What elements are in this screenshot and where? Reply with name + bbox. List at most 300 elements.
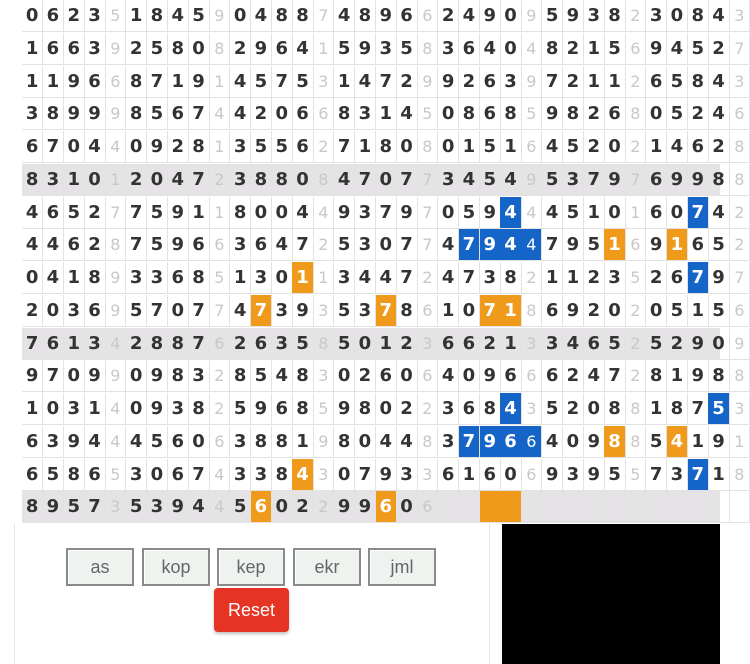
grid-cell[interactable]: 7	[188, 459, 209, 491]
grid-cell[interactable]: 2	[64, 0, 85, 32]
grid-cell[interactable]: 7	[584, 164, 605, 196]
grid-cell[interactable]: 2	[396, 328, 417, 360]
grid-cell[interactable]: 1	[188, 197, 209, 229]
grid-cell[interactable]: 0	[563, 426, 584, 458]
grid-cell[interactable]: 4	[438, 229, 459, 261]
grid-cell[interactable]: 0	[334, 459, 355, 491]
grid-cell[interactable]: 4	[542, 197, 563, 229]
grid-cell[interactable]: 4	[667, 131, 688, 163]
grid-cell[interactable]: 4	[667, 33, 688, 65]
grid-cell[interactable]: 8	[272, 164, 293, 196]
grid-separator-digit[interactable]: 7	[417, 197, 438, 229]
grid-cell[interactable]: 6	[272, 33, 293, 65]
grid-cell[interactable]: 0	[126, 360, 147, 392]
grid-cell[interactable]	[542, 491, 563, 523]
grid-separator-digit[interactable]: 8	[729, 360, 750, 392]
grid-cell[interactable]: 5	[292, 66, 313, 98]
grid-cell[interactable]: 4	[708, 197, 729, 229]
grid-cell[interactable]: 5	[126, 295, 147, 327]
grid-separator-digit[interactable]: 2	[625, 360, 646, 392]
grid-cell[interactable]: 7	[542, 229, 563, 261]
grid-separator-digit[interactable]: 2	[729, 197, 750, 229]
grid-cell[interactable]: 6	[500, 360, 521, 392]
grid-cell[interactable]: 6	[480, 459, 501, 491]
grid-cell[interactable]: 0	[438, 98, 459, 130]
grid-cell[interactable]: 3	[84, 33, 105, 65]
grid-cell[interactable]: 4	[376, 426, 397, 458]
grid-separator-digit[interactable]: 8	[625, 98, 646, 130]
grid-cell[interactable]: 2	[355, 360, 376, 392]
grid-cell[interactable]: 0	[438, 131, 459, 163]
kop-button[interactable]: kop	[142, 548, 210, 586]
grid-cell[interactable]: 2	[667, 328, 688, 360]
grid-cell[interactable]: 1	[43, 66, 64, 98]
grid-cell[interactable]: 5	[688, 33, 709, 65]
grid-cell[interactable]: 0	[500, 459, 521, 491]
grid-cell[interactable]: 8	[292, 393, 313, 425]
grid-cell[interactable]: 5	[251, 131, 272, 163]
grid-cell[interactable]: 9	[708, 262, 729, 294]
grid-cell[interactable]: 1	[500, 131, 521, 163]
grid-cell[interactable]: 1	[667, 360, 688, 392]
grid-cell[interactable]: 1	[584, 197, 605, 229]
grid-cell[interactable]: 8	[230, 197, 251, 229]
grid-cell[interactable]	[500, 491, 521, 523]
grid-cell[interactable]: 3	[230, 164, 251, 196]
grid-cell[interactable]: 9	[251, 393, 272, 425]
grid-cell[interactable]: 1	[334, 66, 355, 98]
grid-cell[interactable]: 8	[708, 164, 729, 196]
grid-separator-digit[interactable]: 5	[417, 98, 438, 130]
grid-separator-digit[interactable]: 8	[105, 229, 126, 261]
grid-cell[interactable]: 5	[604, 459, 625, 491]
grid-cell[interactable]: 7	[43, 131, 64, 163]
grid-cell[interactable]: 8	[272, 426, 293, 458]
grid-cell[interactable]: 8	[168, 33, 189, 65]
grid-cell[interactable]: 4	[500, 393, 521, 425]
grid-cell[interactable]: 0	[272, 98, 293, 130]
grid-separator-digit[interactable]: 2	[417, 262, 438, 294]
grid-cell[interactable]: 5	[667, 98, 688, 130]
grid-cell[interactable]: 5	[542, 0, 563, 32]
grid-cell[interactable]: 2	[563, 66, 584, 98]
reset-button[interactable]: Reset	[214, 588, 289, 632]
grid-separator-digit[interactable]: 9	[729, 328, 750, 360]
grid-separator-digit[interactable]: 8	[417, 33, 438, 65]
grid-separator-digit[interactable]: 3	[729, 66, 750, 98]
grid-cell[interactable]: 4	[272, 229, 293, 261]
grid-cell[interactable]: 6	[43, 33, 64, 65]
grid-cell[interactable]: 6	[251, 491, 272, 523]
grid-cell[interactable]: 5	[292, 328, 313, 360]
grid-separator-digit[interactable]: 9	[417, 66, 438, 98]
grid-cell[interactable]: 7	[292, 229, 313, 261]
grid-cell[interactable]	[646, 491, 667, 523]
grid-cell[interactable]: 1	[376, 328, 397, 360]
grid-cell[interactable]: 5	[334, 295, 355, 327]
grid-cell[interactable]: 9	[480, 360, 501, 392]
grid-cell[interactable]: 7	[396, 262, 417, 294]
grid-separator-digit[interactable]: 7	[313, 0, 334, 32]
grid-cell[interactable]: 9	[563, 295, 584, 327]
grid-cell[interactable]: 0	[584, 393, 605, 425]
grid-cell[interactable]: 3	[188, 360, 209, 392]
grid-cell[interactable]: 5	[708, 229, 729, 261]
grid-cell[interactable]: 9	[84, 98, 105, 130]
grid-separator-digit[interactable]: 9	[105, 360, 126, 392]
grid-cell[interactable]: 9	[604, 164, 625, 196]
grid-cell[interactable]: 8	[230, 360, 251, 392]
grid-cell[interactable]: 4	[542, 426, 563, 458]
grid-cell[interactable]: 0	[376, 164, 397, 196]
grid-cell[interactable]: 7	[43, 360, 64, 392]
grid-separator-digit[interactable]: 6	[625, 33, 646, 65]
grid-cell[interactable]: 9	[688, 328, 709, 360]
grid-cell[interactable]: 7	[459, 229, 480, 261]
grid-separator-digit[interactable]: 8	[313, 328, 334, 360]
grid-cell[interactable]: 6	[188, 229, 209, 261]
grid-cell[interactable]: 3	[438, 33, 459, 65]
grid-cell[interactable]: 0	[376, 229, 397, 261]
grid-cell[interactable]: 3	[563, 459, 584, 491]
grid-cell[interactable]: 9	[168, 491, 189, 523]
grid-cell[interactable]: 8	[480, 393, 501, 425]
grid-cell[interactable]: 8	[126, 98, 147, 130]
grid-separator-digit[interactable]: 4	[521, 33, 542, 65]
grid-cell[interactable]: 8	[84, 262, 105, 294]
grid-separator-digit[interactable]: 8	[625, 393, 646, 425]
grid-cell[interactable]: 8	[22, 164, 43, 196]
grid-cell[interactable]: 0	[604, 131, 625, 163]
grid-cell[interactable]: 5	[563, 131, 584, 163]
grid-cell[interactable]	[584, 491, 605, 523]
grid-cell[interactable]: 9	[376, 0, 397, 32]
grid-cell[interactable]: 5	[334, 229, 355, 261]
grid-cell[interactable]: 0	[43, 295, 64, 327]
grid-cell[interactable]: 6	[251, 328, 272, 360]
grid-cell[interactable]: 4	[355, 262, 376, 294]
grid-cell[interactable]: 8	[64, 459, 85, 491]
grid-separator-digit[interactable]: 6	[209, 328, 230, 360]
grid-cell[interactable]: 4	[292, 33, 313, 65]
grid-cell[interactable]: 4	[376, 262, 397, 294]
grid-separator-digit[interactable]: 3	[729, 393, 750, 425]
grid-cell[interactable]: 0	[500, 33, 521, 65]
grid-cell[interactable]: 7	[147, 295, 168, 327]
grid-cell[interactable]: 4	[584, 360, 605, 392]
grid-cell[interactable]: 0	[396, 491, 417, 523]
grid-cell[interactable]: 0	[604, 197, 625, 229]
grid-separator-digit[interactable]: 6	[521, 459, 542, 491]
grid-cell[interactable]: 6	[84, 459, 105, 491]
grid-cell[interactable]: 5	[188, 0, 209, 32]
grid-cell[interactable]: 8	[43, 98, 64, 130]
grid-cell[interactable]: 7	[688, 459, 709, 491]
grid-cell[interactable]: 8	[604, 0, 625, 32]
grid-cell[interactable]: 3	[480, 262, 501, 294]
grid-cell[interactable]: 6	[480, 98, 501, 130]
grid-cell[interactable]: 7	[188, 98, 209, 130]
grid-cell[interactable]: 3	[251, 262, 272, 294]
grid-cell[interactable]: 8	[500, 98, 521, 130]
grid-cell[interactable]: 3	[667, 459, 688, 491]
grid-cell[interactable]	[563, 491, 584, 523]
grid-cell[interactable]: 9	[147, 393, 168, 425]
grid-cell[interactable]: 5	[480, 131, 501, 163]
grid-cell[interactable]: 0	[459, 295, 480, 327]
grid-cell[interactable]: 6	[272, 393, 293, 425]
grid-cell[interactable]: 2	[480, 328, 501, 360]
grid-cell[interactable]: 3	[396, 459, 417, 491]
grid-separator-digit[interactable]: 2	[521, 262, 542, 294]
grid-cell[interactable]: 5	[604, 33, 625, 65]
grid-separator-digit[interactable]: 5	[105, 0, 126, 32]
grid-cell[interactable]: 1	[292, 426, 313, 458]
grid-separator-digit[interactable]: 3	[417, 328, 438, 360]
grid-cell[interactable]: 2	[459, 66, 480, 98]
grid-cell[interactable]: 2	[708, 33, 729, 65]
grid-cell[interactable]: 8	[334, 426, 355, 458]
grid-cell[interactable]: 9	[334, 491, 355, 523]
grid-cell[interactable]: 2	[708, 131, 729, 163]
grid-cell[interactable]: 1	[604, 66, 625, 98]
grid-cell[interactable]: 5	[272, 131, 293, 163]
grid-cell[interactable]: 6	[43, 328, 64, 360]
grid-separator-digit[interactable]: 6	[417, 0, 438, 32]
grid-cell[interactable]: 5	[147, 33, 168, 65]
grid-separator-digit[interactable]: 8	[729, 131, 750, 163]
grid-cell[interactable]: 5	[64, 197, 85, 229]
grid-cell[interactable]: 0	[126, 131, 147, 163]
grid-cell[interactable]: 9	[22, 360, 43, 392]
grid-cell[interactable]: 7	[688, 197, 709, 229]
grid-cell[interactable]: 0	[355, 426, 376, 458]
grid-cell[interactable]: 3	[126, 262, 147, 294]
grid-cell[interactable]: 4	[22, 197, 43, 229]
grid-cell[interactable]: 3	[438, 393, 459, 425]
grid-separator-digit[interactable]: 8	[417, 426, 438, 458]
grid-cell[interactable]: 9	[188, 66, 209, 98]
grid-separator-digit[interactable]: 3	[521, 393, 542, 425]
grid-cell[interactable]: 0	[708, 328, 729, 360]
grid-cell[interactable]: 0	[355, 328, 376, 360]
grid-cell[interactable]: 9	[168, 197, 189, 229]
grid-cell[interactable]: 8	[147, 328, 168, 360]
grid-cell[interactable]: 8	[542, 33, 563, 65]
grid-cell[interactable]: 8	[667, 393, 688, 425]
grid-separator-digit[interactable]: 1	[313, 33, 334, 65]
grid-cell[interactable]: 3	[230, 229, 251, 261]
grid-separator-digit[interactable]: 2	[313, 491, 334, 523]
grid-cell[interactable]: 5	[147, 197, 168, 229]
grid-cell[interactable]: 3	[438, 426, 459, 458]
grid-cell[interactable]: 4	[292, 197, 313, 229]
grid-cell[interactable]: 4	[667, 426, 688, 458]
grid-cell[interactable]: 3	[230, 426, 251, 458]
grid-cell[interactable]: 3	[438, 164, 459, 196]
grid-cell[interactable]: 2	[563, 393, 584, 425]
grid-separator-digit[interactable]: 2	[729, 229, 750, 261]
grid-cell[interactable]: 1	[563, 262, 584, 294]
grid-cell[interactable]: 7	[396, 229, 417, 261]
grid-cell[interactable]: 4	[708, 66, 729, 98]
grid-cell[interactable]: 1	[667, 229, 688, 261]
grid-separator-digit[interactable]: 3	[105, 491, 126, 523]
grid-cell[interactable]: 7	[334, 131, 355, 163]
grid-separator-digit[interactable]: 9	[105, 295, 126, 327]
grid-cell[interactable]: 5	[584, 229, 605, 261]
grid-cell[interactable]	[667, 491, 688, 523]
grid-separator-digit[interactable]: 6	[417, 491, 438, 523]
grid-separator-digit[interactable]: 2	[625, 328, 646, 360]
grid-separator-digit[interactable]: 8	[209, 33, 230, 65]
grid-cell[interactable]: 0	[459, 360, 480, 392]
grid-cell[interactable]: 2	[126, 33, 147, 65]
grid-cell[interactable]: 8	[22, 491, 43, 523]
grid-cell[interactable]: 9	[563, 0, 584, 32]
grid-cell[interactable]: 0	[64, 360, 85, 392]
grid-cell[interactable]: 7	[126, 229, 147, 261]
grid-cell[interactable]: 4	[43, 229, 64, 261]
grid-cell[interactable]: 3	[22, 98, 43, 130]
grid-cell[interactable]: 6	[396, 0, 417, 32]
grid-cell[interactable]: 6	[480, 66, 501, 98]
grid-cell[interactable]: 5	[230, 491, 251, 523]
grid-cell[interactable]: 2	[168, 131, 189, 163]
grid-cell[interactable]: 2	[584, 295, 605, 327]
grid-cell[interactable]: 4	[334, 0, 355, 32]
grid-cell[interactable]: 1	[708, 459, 729, 491]
grid-cell[interactable]: 0	[272, 262, 293, 294]
grid-cell[interactable]: 9	[355, 491, 376, 523]
grid-cell[interactable]: 8	[188, 262, 209, 294]
grid-cell[interactable]: 1	[688, 295, 709, 327]
grid-cell[interactable]: 8	[334, 98, 355, 130]
grid-cell[interactable]: 3	[355, 98, 376, 130]
grid-cell[interactable]: 9	[688, 164, 709, 196]
grid-cell[interactable]: 3	[272, 328, 293, 360]
grid-separator-digit[interactable]: 8	[729, 164, 750, 196]
grid-cell[interactable]: 3	[126, 459, 147, 491]
grid-cell[interactable]: 6	[292, 131, 313, 163]
grid-cell[interactable]: 0	[396, 131, 417, 163]
grid-separator-digit[interactable]	[729, 491, 750, 523]
grid-cell[interactable]: 0	[667, 0, 688, 32]
grid-cell[interactable]: 1	[688, 426, 709, 458]
grid-separator-digit[interactable]: 9	[105, 98, 126, 130]
grid-cell[interactable]: 5	[43, 459, 64, 491]
grid-cell[interactable]: 6	[43, 0, 64, 32]
grid-cell[interactable]: 5	[542, 164, 563, 196]
grid-cell[interactable]: 0	[188, 33, 209, 65]
grid-cell[interactable]: 3	[168, 393, 189, 425]
grid-separator-digit[interactable]: 4	[209, 98, 230, 130]
grid-cell[interactable]: 8	[688, 0, 709, 32]
grid-separator-digit[interactable]: 3	[313, 66, 334, 98]
grid-separator-digit[interactable]: 2	[209, 164, 230, 196]
grid-cell[interactable]: 1	[355, 131, 376, 163]
grid-separator-digit[interactable]: 2	[625, 0, 646, 32]
grid-cell[interactable]: 1	[500, 295, 521, 327]
grid-separator-digit[interactable]: 2	[625, 131, 646, 163]
grid-cell[interactable]: 2	[563, 360, 584, 392]
grid-cell[interactable]: 4	[542, 131, 563, 163]
grid-cell[interactable]: 4	[168, 164, 189, 196]
grid-cell[interactable]: 2	[22, 295, 43, 327]
grid-cell[interactable]: 8	[188, 131, 209, 163]
grid-cell[interactable]: 0	[147, 459, 168, 491]
grid-cell[interactable]: 4	[168, 0, 189, 32]
grid-cell[interactable]: 7	[376, 295, 397, 327]
grid-cell[interactable]: 5	[667, 295, 688, 327]
grid-cell[interactable]: 5	[334, 328, 355, 360]
grid-cell[interactable]: 4	[188, 491, 209, 523]
grid-cell[interactable]: 2	[84, 197, 105, 229]
grid-cell[interactable]: 6	[542, 360, 563, 392]
grid-cell[interactable]: 0	[126, 393, 147, 425]
grid-cell[interactable]: 3	[84, 0, 105, 32]
grid-cell[interactable]: 2	[126, 164, 147, 196]
grid-cell[interactable]: 1	[292, 262, 313, 294]
grid-separator-digit[interactable]: 9	[521, 164, 542, 196]
grid-cell[interactable]: 1	[64, 164, 85, 196]
grid-separator-digit[interactable]: 6	[209, 229, 230, 261]
grid-cell[interactable]: 1	[230, 262, 251, 294]
as-button[interactable]: as	[66, 548, 134, 586]
grid-cell[interactable]: 0	[84, 164, 105, 196]
grid-separator-digit[interactable]: 6	[313, 98, 334, 130]
grid-cell[interactable]: 9	[667, 164, 688, 196]
grid-separator-digit[interactable]: 4	[521, 229, 542, 261]
grid-cell[interactable]: 8	[376, 131, 397, 163]
grid-cell[interactable]: 9	[292, 295, 313, 327]
grid-separator-digit[interactable]: 8	[521, 295, 542, 327]
grid-cell[interactable]: 3	[64, 295, 85, 327]
grid-cell[interactable]: 5	[459, 197, 480, 229]
grid-cell[interactable]: 7	[604, 360, 625, 392]
grid-cell[interactable]: 1	[64, 262, 85, 294]
grid-cell[interactable]: 4	[230, 98, 251, 130]
grid-cell[interactable]: 4	[438, 262, 459, 294]
grid-cell[interactable]	[604, 491, 625, 523]
grid-cell[interactable]: 6	[22, 131, 43, 163]
grid-cell[interactable]: 7	[480, 295, 501, 327]
grid-cell[interactable]: 7	[355, 459, 376, 491]
grid-separator-digit[interactable]	[625, 491, 646, 523]
grid-cell[interactable]: 2	[584, 262, 605, 294]
grid-separator-digit[interactable]	[521, 491, 542, 523]
grid-cell[interactable]: 4	[708, 98, 729, 130]
grid-cell[interactable]: 9	[147, 360, 168, 392]
grid-cell[interactable]: 2	[251, 98, 272, 130]
grid-cell[interactable]: 9	[584, 426, 605, 458]
grid-cell[interactable]: 4	[396, 98, 417, 130]
grid-separator-digit[interactable]: 6	[209, 426, 230, 458]
grid-cell[interactable]: 9	[84, 360, 105, 392]
grid-separator-digit[interactable]: 6	[521, 426, 542, 458]
grid-cell[interactable]: 0	[147, 164, 168, 196]
grid-cell[interactable]: 7	[22, 328, 43, 360]
grid-cell[interactable]: 3	[147, 262, 168, 294]
grid-separator-digit[interactable]: 5	[209, 262, 230, 294]
grid-cell[interactable]: 5	[667, 66, 688, 98]
grid-separator-digit[interactable]: 2	[209, 393, 230, 425]
grid-separator-digit[interactable]: 4	[521, 197, 542, 229]
grid-cell[interactable]	[688, 491, 709, 523]
grid-separator-digit[interactable]: 8	[625, 426, 646, 458]
grid-cell[interactable]: 7	[646, 459, 667, 491]
grid-cell[interactable]: 0	[438, 197, 459, 229]
